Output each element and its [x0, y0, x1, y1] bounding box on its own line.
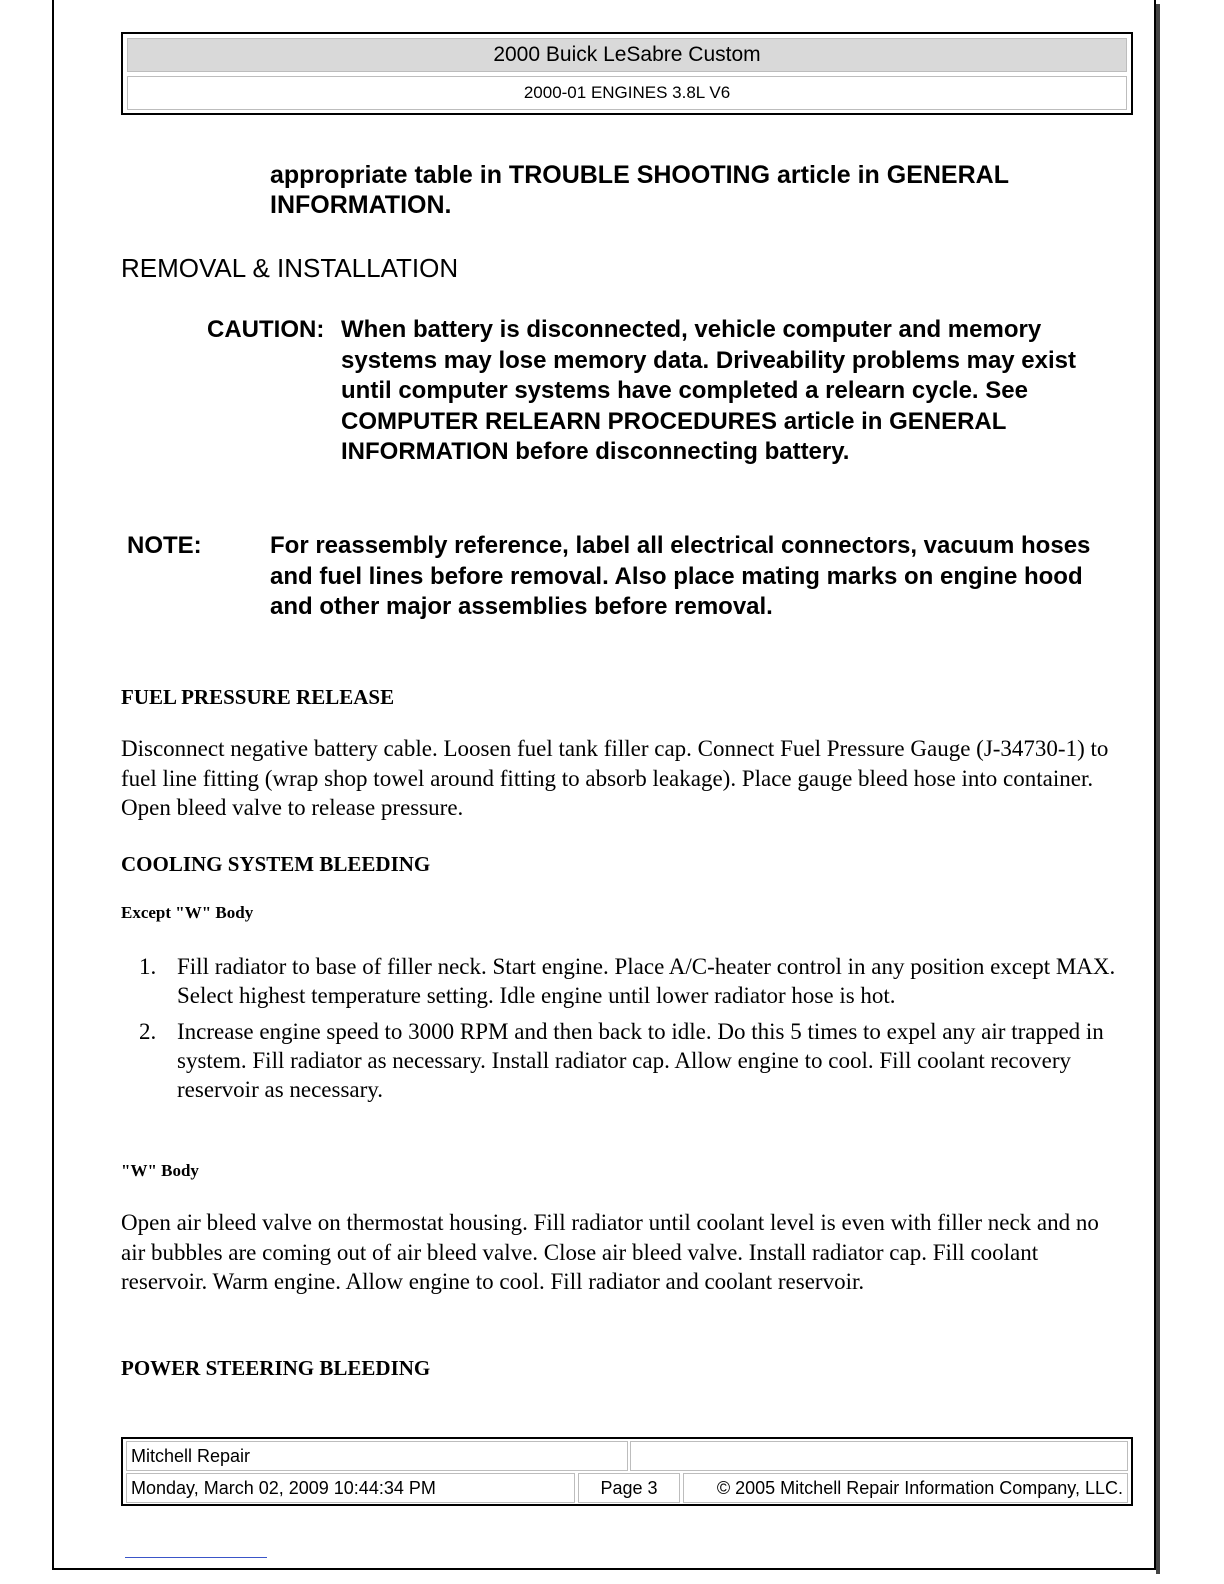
w-body-text: Open air bleed valve on thermostat housing. Fill radiator until coolant level is even with filler neck and no air bubbles are coming out of air bleed valve. Close air bleed valve. Install radiator cap. Fill coolant reservoir. Warm engine. Allow engine to cool. Fill radiator and coolant reservoir.: [121, 1210, 1099, 1294]
power-steering-heading: POWER STEERING BLEEDING: [121, 1356, 431, 1380]
caution-label: CAUTION:: [207, 316, 325, 343]
caution-text: When battery is disconnected, vehicle computer and memory systems may lose memory data. Driveability problems may exist until computer systems have completed a relearn cycle. See COMPUTER RELEARN PROCEDURES article in GENERAL INFORMATION before disconnecting battery.: [341, 316, 1077, 465]
page-shadow: [1156, 4, 1160, 1574]
footer-datetime: Monday, March 02, 2009 10:44:34 PM: [126, 1473, 575, 1503]
except-w-body-heading: Except "W" Body: [121, 903, 254, 922]
footer-page-number: Page 3: [578, 1473, 680, 1503]
engine-subtitle: 2000-01 ENGINES 3.8L V6: [127, 76, 1127, 110]
document-header: [121, 32, 1133, 115]
cooling-steps-list: [121, 952, 1121, 1111]
cooling-heading: COOLING SYSTEM BLEEDING: [121, 852, 431, 876]
footer-copyright: © 2005 Mitchell Repair Information Company, LLC.: [683, 1473, 1128, 1503]
list-item: [121, 952, 1121, 1010]
note-label: NOTE:: [127, 532, 202, 559]
section-title: REMOVAL & INSTALLATION: [121, 253, 459, 283]
step-text: Increase engine speed to 3000 RPM and then back to idle. Do this 5 times to expel any air trapped in system. Fill radiator as necessary. Install radiator cap. Allow engine to cool. Fill coolant recovery reservoir as necessary.: [177, 1019, 1104, 1102]
list-item: [121, 1017, 1121, 1104]
document-footer: [121, 1437, 1133, 1506]
link-underline: [125, 1557, 267, 1558]
note-text: For reassembly reference, label all electrical connectors, vacuum hoses and fuel lines before removal. Also place mating marks on engine hood and other major assemblies before removal.: [270, 532, 1091, 620]
fuel-pressure-text: Disconnect negative battery cable. Loosen fuel tank filler cap. Connect Fuel Pressure Gauge (J-34730-1) to fuel line fitting (wrap shop towel around fitting to absorb leakage). Place gauge bleed hose into container. Open bleed valve to release pressure.: [121, 736, 1109, 820]
fuel-pressure-heading: FUEL PRESSURE RELEASE: [121, 685, 395, 709]
continuation-text: appropriate table in TROUBLE SHOOTING article in GENERAL INFORMATION.: [270, 161, 1009, 219]
vehicle-title: 2000 Buick LeSabre Custom: [127, 38, 1127, 72]
footer-empty-cell: [630, 1441, 1128, 1471]
footer-company: Mitchell Repair: [126, 1441, 628, 1471]
step-number: 1.: [139, 954, 157, 979]
step-number: 2.: [139, 1019, 157, 1044]
step-text: Fill radiator to base of filler neck. Start engine. Place A/C-heater control in any position except MAX. Select highest temperature setting. Idle engine until lower radiator hose is hot.: [177, 954, 1116, 1008]
w-body-heading: "W" Body: [121, 1161, 199, 1180]
